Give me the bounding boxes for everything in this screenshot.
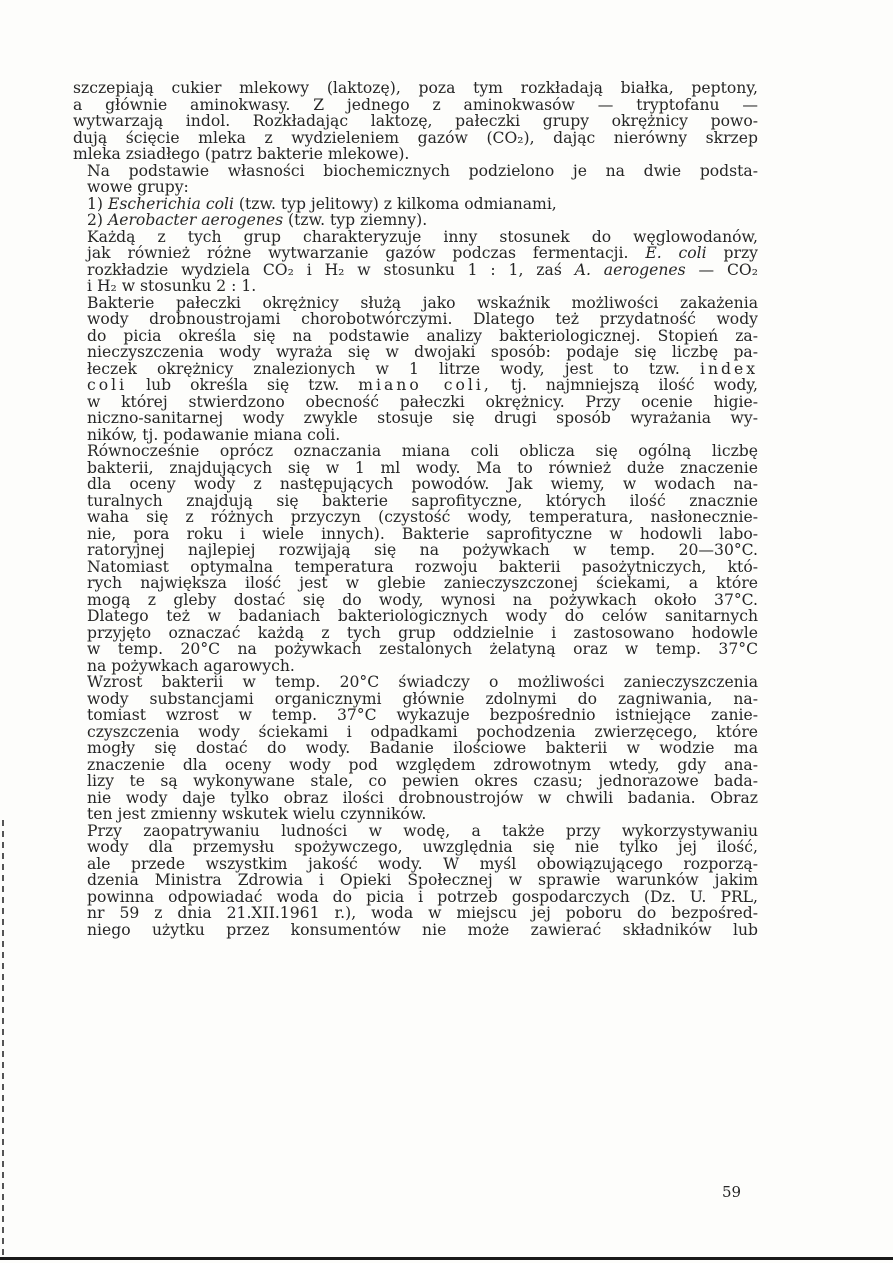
text-line: [73, 724, 758, 741]
text-line: [87, 212, 758, 229]
text-line: [73, 592, 758, 609]
text-run: Wzrost bakterii w temp. 20°C świadczy o możliwości zanieczyszczenia: [87, 673, 758, 691]
text-run: na pożywkach agarowych.: [87, 656, 295, 675]
text-line: [73, 575, 758, 592]
spaced-term: coli: [87, 376, 128, 394]
text-run: wody substancjami organicznymi głównie zdolnymi do zagniwania, na-: [87, 689, 758, 708]
text-run: a głównie aminokwasy. Z jednego z aminokwasów — tryptofanu —: [73, 95, 758, 114]
text-run: mogły się dostać do wody. Badanie ilościowe bakterii w wodzie ma: [87, 739, 758, 757]
text-line: [73, 905, 758, 922]
text-run: tj. najmniejszą ilość wody,: [510, 376, 759, 394]
text-line: [73, 872, 758, 889]
text-line: [73, 823, 758, 840]
text-run: wytwarzają indol. Rozkładając laktozę, pałeczki grupy okrężnicy powo-: [73, 112, 758, 130]
text-line: [73, 229, 758, 246]
text-run: dują ścięcie mleka z wydzieleniem gazów (CO₂), dając nierówny skrzep: [73, 128, 758, 147]
list-number: 2): [87, 211, 104, 229]
text-line: [73, 559, 758, 576]
text-run: wody drobnoustrojami chorobotwórczymi. Dlatego też przydatność wody: [87, 310, 758, 328]
text-run: ale przede wszystkim jakość wody. W myśl obowiązującego rozporzą-: [87, 854, 758, 873]
text-line: [73, 410, 758, 427]
text-run: Przy zaopatrywaniu ludności w wodę, a także przy wykorzystywaniu: [87, 821, 758, 840]
text-line: [73, 80, 758, 97]
text-run: ników, tj. podawanie miana coli.: [87, 425, 341, 444]
text-line: [73, 245, 758, 262]
text-run: łeczek okrężnicy znalezionych w 1 litrze wody, jest to tzw.: [87, 359, 680, 378]
text-run: waha się z różnych przyczyn (czystość wody, temperatura, nasłonecznie-: [87, 508, 758, 526]
text-run: ten jest zmienny wskutek wielu czynników.: [87, 805, 427, 823]
text-run: dla oceny wody z następujących powodów. Jak wiemy, w wodach na-: [87, 475, 758, 493]
list-number: 1): [87, 194, 104, 213]
text-line: [73, 658, 758, 675]
text-line: [73, 163, 758, 180]
text-line: [73, 179, 758, 196]
scan-edge-mark: [2, 820, 4, 1260]
text-run: Bakterie pałeczki okrężnicy służą jako wskaźnik możliwości zakażenia: [87, 293, 758, 312]
text-line: [73, 443, 758, 460]
text-line: [73, 262, 758, 279]
text-run: niczno-sanitarnej wody zwykle stosuje się drugi sposób wyrażania wy-: [87, 409, 758, 427]
text-line: [73, 295, 758, 312]
text-run: lizy te są wykonywane stale, co pewien okres czasu; jednorazowe bada-: [87, 772, 758, 790]
text-line: [73, 377, 758, 394]
text-run: Natomiast optymalna temperatura rozwoju bakterii pasożytniczych, któ-: [87, 557, 758, 576]
text-run: nie, pora roku i wiele innych). Bakterie saprofityczne w hodowli labo-: [87, 524, 758, 543]
text-line: [73, 394, 758, 411]
text-line: [73, 889, 758, 906]
text-run: wody dla przemysłu spożywczego, uwzględnia się nie tylko jej ilość,: [87, 838, 758, 856]
list-item: [87, 212, 758, 229]
paragraph: [73, 163, 758, 196]
text-run: znaczenie dla oceny wody pod względem zdrowotnym wtedy, gdy ana-: [87, 755, 758, 774]
text-line: [73, 542, 758, 559]
text-line: [73, 311, 758, 328]
text-line: [73, 460, 758, 477]
paragraph: [73, 229, 758, 295]
text-run: Równocześnie oprócz oznaczania miana coli oblicza się ogólną liczbę: [87, 442, 758, 460]
paragraph: [73, 674, 758, 823]
text-line: [73, 674, 758, 691]
list-item: [87, 196, 758, 213]
text-run: nieczyszczenia wody wyraża się w dwojaki sposób: podaje się liczbę pa-: [87, 343, 758, 361]
text-line: [73, 806, 758, 823]
text-run: mogą z gleby dostać się do wody, wynosi na pożywkach około 37°C.: [87, 590, 758, 609]
text-run: ratoryjnej najlepiej rozwijają się na pożywkach w temp. 20—30°C.: [87, 541, 758, 559]
text-run: nr 59 z dnia 21.XII.1961 r.), woda w miejscu jej poboru do bezpośred-: [87, 904, 758, 922]
species-name: A. aerogenes: [574, 260, 686, 279]
text-line: [73, 509, 758, 526]
text-line: [73, 922, 758, 939]
text-line: [73, 328, 758, 345]
page-number: 59: [722, 1183, 742, 1201]
text-line: [73, 707, 758, 724]
text-line: [73, 493, 758, 510]
text-line: [73, 526, 758, 543]
species-name: Escherichia coli: [107, 194, 234, 213]
species-name: Aerobacter aerogenes: [107, 211, 284, 229]
text-line: [73, 691, 758, 708]
text-line: [73, 476, 758, 493]
text-run: jak również różne wytwarzanie gazów podczas fermentacji.: [87, 244, 629, 262]
text-run: czyszczenia wody ściekami i odpadkami pochodzenia zwierzęcego, które: [87, 722, 758, 741]
paragraph: [73, 80, 758, 163]
text-line: [73, 839, 758, 856]
text-run: w temp. 20°C na pożywkach zestalonych żelatyną oraz w temp. 37°C: [87, 640, 758, 658]
text-line: [73, 740, 758, 757]
text-line: [73, 113, 758, 130]
text-run: i H₂ w stosunku 2 : 1.: [87, 277, 257, 295]
text-line: [73, 427, 758, 444]
text-line: [73, 146, 758, 163]
text-line: [73, 278, 758, 295]
text-run: — CO₂: [698, 260, 758, 279]
text-line: [73, 790, 758, 807]
text-run: Na podstawie własności biochemicznych podzielono je na dwie podsta-: [87, 161, 758, 180]
text-line: [87, 196, 758, 213]
text-line: [73, 773, 758, 790]
text-line: [73, 608, 758, 625]
text-run: nie wody daje tylko obraz ilości drobnoustrojów w chwili badania. Obraz: [87, 788, 758, 807]
paragraph: [73, 443, 758, 674]
text-line: [73, 130, 758, 147]
text-run: Każdą z tych grup charakteryzuje inny stosunek do węglowodanów,: [87, 227, 758, 246]
text-line: [73, 641, 758, 658]
text-line: [73, 344, 758, 361]
text-run: Dlatego też w badaniach bakteriologicznych wody do celów sanitarnych: [87, 607, 758, 625]
spaced-term: index: [699, 359, 758, 378]
species-name: E. coli: [645, 244, 707, 262]
text-run: rych największa ilość jest w glebie zanieczyszczonej ściekami, a które: [87, 574, 758, 592]
text-line: [73, 856, 758, 873]
text-run: przyjęto oznaczać każdą z tych grup oddzielnie i zastosowano hodowle: [87, 623, 758, 642]
text-run: bakterii, znajdujących się w 1 ml wody. Ma to również duże znaczenie: [87, 458, 758, 477]
text-line: [73, 625, 758, 642]
text-run: niego użytku przez konsumentów nie może zawierać składników lub: [87, 920, 758, 939]
text-run: powinna odpowiadać woda do picia i potrzeb gospodarczych (Dz. U. PRL,: [87, 887, 758, 906]
text-run: wowe grupy:: [87, 178, 189, 196]
text-line: [73, 757, 758, 774]
document-page: [73, 80, 758, 938]
text-run: (tzw. typ ziemny).: [283, 211, 428, 229]
text-run: do picia określa się na podstawie analizy bakteriologicznej. Stopień za-: [87, 326, 758, 345]
text-run: (tzw. typ jelitowy) z kilkoma odmianami,: [233, 194, 557, 213]
text-run: turalnych znajdują się bakterie saprofityczne, których ilość znacznie: [87, 491, 758, 510]
text-run: lub określa się tzw.: [146, 376, 340, 394]
scan-bottom-edge: [0, 1257, 893, 1260]
text-run: w której stwierdzono obecność pałeczki okrężnicy. Przy ocenie higie-: [87, 392, 758, 411]
paragraph: [73, 823, 758, 939]
text-run: tomiast wzrost w temp. 37°C wykazuje bezpośrednio istniejące zanie-: [87, 706, 758, 724]
spaced-term: miano coli,: [358, 376, 492, 394]
text-run: mleka zsiadłego (patrz bakterie mlekowe).: [73, 145, 410, 163]
text-run: dzenia Ministra Zdrowia i Opieki Społecznej w sprawie warunków jakim: [87, 871, 758, 889]
paragraph: [73, 295, 758, 444]
text-run: szczepiają cukier mlekowy (laktozę), poza tym rozkładają białka, peptony,: [73, 79, 758, 97]
text-line: [73, 361, 758, 378]
text-line: [73, 97, 758, 114]
text-run: przy: [723, 244, 758, 262]
text-run: rozkładzie wydziela CO₂ i H₂ w stosunku 1 : 1, zaś: [87, 260, 562, 279]
